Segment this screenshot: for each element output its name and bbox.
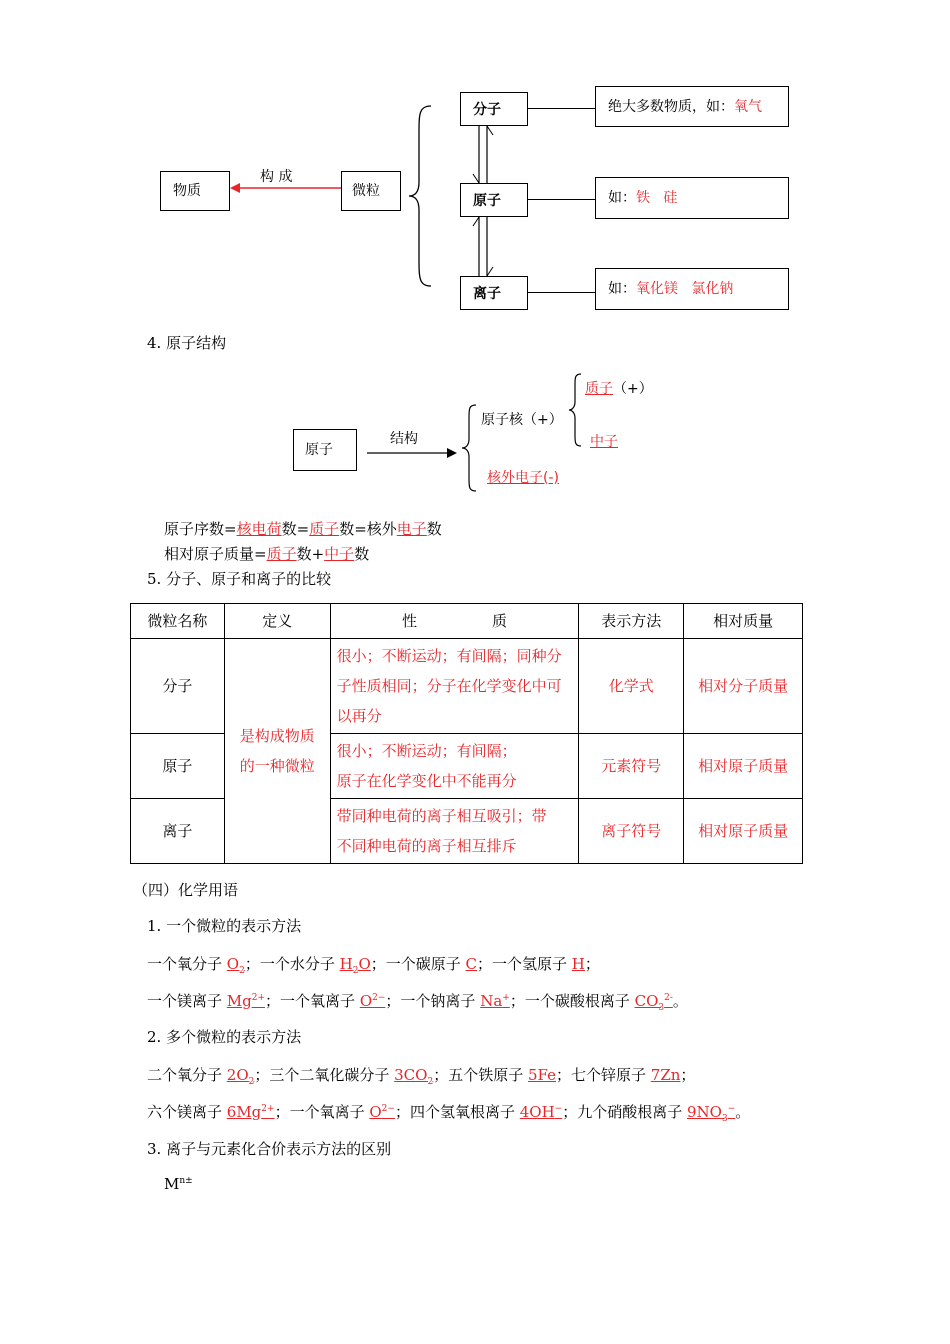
chemical-formula: [480, 992, 510, 1010]
notation-text: 。: [672, 992, 688, 1010]
notation-text: ；: [680, 1066, 696, 1084]
proton-label: 质子: [585, 381, 613, 397]
nucleus-label: 原子核（+）: [481, 412, 563, 428]
header-cell: 表示方法: [579, 604, 684, 639]
answer-text: 质子: [309, 520, 340, 538]
formula-subscript: 3: [658, 1003, 665, 1013]
brace: [405, 104, 435, 288]
chemical-formula: [520, 1103, 562, 1121]
particle-label: 微粒: [352, 183, 380, 199]
notation-text: 。: [735, 1103, 751, 1121]
chemical-formula: [226, 1066, 255, 1087]
chemical-formula: [572, 955, 585, 973]
formula-base: 7Zn: [650, 1066, 681, 1084]
notation-text: ；九个硝酸根离子: [562, 1103, 687, 1121]
rule-text: 原子序数=: [164, 520, 237, 538]
particle-box: [341, 171, 401, 211]
electron-label: 核外电子(-): [487, 470, 559, 486]
notation-text: ；三个二氧化碳分子: [254, 1066, 395, 1084]
definition-cell: 是构成物质的一种微粒: [224, 639, 330, 864]
formula-base: O: [369, 1103, 382, 1121]
notation-text: ；一个氧离子: [265, 992, 360, 1010]
section-heading: 5. 分子、原子和离子的比较: [147, 570, 332, 588]
notation-text: ；四个氢氧根离子: [394, 1103, 520, 1121]
comparison-table: [130, 603, 803, 864]
atom-example-prefix: 如：: [608, 190, 636, 206]
rule-text: 数: [354, 545, 370, 563]
formula-tail: O: [358, 955, 371, 973]
rule-text: 数+: [296, 545, 325, 563]
formula-base: 9NO: [686, 1103, 722, 1121]
rule-text: 相对原子质量=: [164, 545, 267, 563]
formula-charge: +: [502, 993, 510, 1003]
row-name: 离子: [131, 799, 225, 864]
notation-text: ；一个钠离子: [385, 992, 481, 1010]
notation-line: [147, 1101, 750, 1122]
ion-example-box: [595, 268, 789, 310]
formula-base: C: [465, 955, 478, 973]
formula-base: CO: [634, 992, 659, 1010]
brace-small: [566, 372, 584, 448]
formula-charge: 2-: [664, 993, 673, 1003]
formula-subscript: 2: [248, 1077, 255, 1087]
formula-base: Na: [480, 992, 503, 1010]
mass-cell: 相对分子质量: [684, 639, 803, 734]
atomic-mass-rule: [164, 543, 369, 564]
table-row: [131, 639, 803, 734]
connector-line: [528, 108, 595, 109]
formula-charge: 2+: [261, 1104, 275, 1114]
subsection-heading: 3. 离子与元素化合价表示方法的区别: [147, 1140, 392, 1158]
chemical-formula: [466, 955, 477, 973]
notation-text: 一个氧分子: [147, 955, 227, 973]
formula-charge: −: [727, 1104, 736, 1114]
answer-text: 电子: [396, 520, 427, 538]
atom-box: [293, 429, 357, 471]
conversion-arrows: [470, 126, 500, 276]
notation-text: 六个镁离子: [147, 1103, 227, 1121]
subsection-heading: 1. 一个微粒的表示方法: [147, 917, 302, 935]
rule-text: 数=核外: [339, 520, 397, 538]
formula-base: 5Fe: [527, 1066, 556, 1084]
substance-box: [160, 171, 230, 211]
formula-subscript: 2: [352, 966, 359, 976]
section-heading: 4. 原子结构: [147, 334, 227, 352]
notation-text: 二个氧分子: [147, 1066, 227, 1084]
notation-text: ；七个锌原子: [556, 1066, 651, 1084]
ion-example-prefix: 如：: [608, 281, 636, 297]
rule-text: 数=: [281, 520, 310, 538]
property-cell: 很小；不断运动；有间隔；同种分子性质相同；分子在化学变化中可以再分: [330, 639, 579, 734]
ion-symbol: [164, 1175, 193, 1193]
chemical-formula: [651, 1066, 681, 1084]
chemical-formula: [227, 1103, 275, 1121]
formula-subscript: 2: [427, 1077, 434, 1087]
structure-label: 结构: [390, 431, 418, 447]
subsection-heading: 2. 多个微粒的表示方法: [147, 1028, 302, 1046]
atomic-number-rule: [164, 518, 442, 539]
header-cell: 性 质: [330, 604, 579, 639]
chemical-formula: [369, 1103, 395, 1121]
mass-cell: 相对原子质量: [684, 799, 803, 864]
structure-arrow: [367, 446, 459, 460]
header-cell: 微粒名称: [131, 604, 225, 639]
formula-base: Mg: [226, 992, 252, 1010]
molecule-example-prefix: 绝大多数物质，如：: [608, 99, 734, 115]
chemical-formula: [528, 1066, 556, 1084]
notation-text: ；一个氢原子: [477, 955, 572, 973]
notation-text: ；一个氧离子: [274, 1103, 370, 1121]
brace-large: [459, 403, 479, 493]
formula-charge: −: [554, 1104, 563, 1114]
substance-label: 物质: [173, 183, 201, 199]
ion-example: 氧化镁 氯化钠: [636, 281, 734, 297]
ion-symbol-letter: M: [164, 1175, 180, 1193]
chemical-formula: [339, 955, 371, 976]
neutron-label: 中子: [590, 434, 618, 450]
section-heading: （四）化学用语: [133, 881, 239, 899]
molecule-example-box: [595, 86, 789, 127]
formula-base: 3CO: [394, 1066, 428, 1084]
atom-example-box: [595, 177, 789, 219]
mass-cell: 相对原子质量: [684, 734, 803, 799]
answer-text: 质子: [266, 545, 297, 563]
chemical-formula: [634, 992, 673, 1013]
chemical-formula: [226, 955, 245, 976]
row-name: 原子: [131, 734, 225, 799]
header-cell: 定义: [224, 604, 330, 639]
chemical-formula: [394, 1066, 434, 1087]
atom-label: 原子: [305, 442, 333, 458]
notation-text: ；五个铁原子: [433, 1066, 528, 1084]
atom-label: 原子: [473, 193, 501, 209]
formula-charge: 2+: [251, 993, 266, 1003]
formula-base: H: [571, 955, 585, 973]
atom-example: 铁 硅: [636, 190, 678, 206]
formula-subscript: 3: [721, 1114, 728, 1124]
property-cell: 很小；不断运动；有间隔；原子在化学变化中不能再分: [330, 734, 579, 799]
notation-cell: 离子符号: [579, 799, 684, 864]
connector-line: [528, 199, 595, 200]
notation-text: ；一个碳原子: [370, 955, 466, 973]
proton-charge: （+）: [613, 381, 653, 397]
chemical-formula: [227, 992, 265, 1010]
formula-subscript: 2: [239, 966, 245, 976]
row-name: 分子: [131, 639, 225, 734]
header-cell: 相对质量: [684, 604, 803, 639]
formula-base: H: [339, 955, 353, 973]
formula-base: 2O: [226, 1066, 249, 1084]
chemical-formula: [360, 992, 386, 1010]
chemical-formula: [686, 1103, 736, 1124]
formula-base: 6Mg: [226, 1103, 262, 1121]
notation-text: ；: [584, 955, 600, 973]
answer-text: 中子: [324, 545, 355, 563]
rule-text: 数: [426, 520, 442, 538]
ion-box: [460, 276, 528, 310]
connector-line: [528, 292, 595, 293]
notation-cell: 化学式: [579, 639, 684, 734]
notation-line: [147, 953, 600, 974]
notation-text: ；一个水分子: [244, 955, 340, 973]
molecule-label: 分子: [473, 102, 501, 118]
table-header-row: [131, 604, 803, 639]
notation-line: [147, 990, 688, 1011]
formula-base: 4OH: [519, 1103, 555, 1121]
notation-cell: 元素符号: [579, 734, 684, 799]
ion-label: 离子: [473, 286, 501, 302]
answer-text: 核电荷: [236, 520, 282, 538]
compose-label: 构 成: [260, 169, 293, 185]
formula-base: O: [226, 955, 240, 973]
property-cell: 带同种电荷的离子相互吸引；带不同种电荷的离子相互排斥: [330, 799, 579, 864]
notation-line: [147, 1064, 695, 1085]
notation-text: ；一个碳酸根离子: [509, 992, 635, 1010]
formula-base: O: [359, 992, 373, 1010]
formula-charge: 2−: [381, 1104, 395, 1114]
proton-row: [585, 378, 653, 398]
molecule-box: [460, 92, 528, 126]
ion-symbol-charge: n±: [179, 1176, 193, 1186]
molecule-example: 氧气: [734, 99, 762, 115]
formula-charge: 2−: [372, 993, 386, 1003]
notation-text: 一个镁离子: [147, 992, 227, 1010]
